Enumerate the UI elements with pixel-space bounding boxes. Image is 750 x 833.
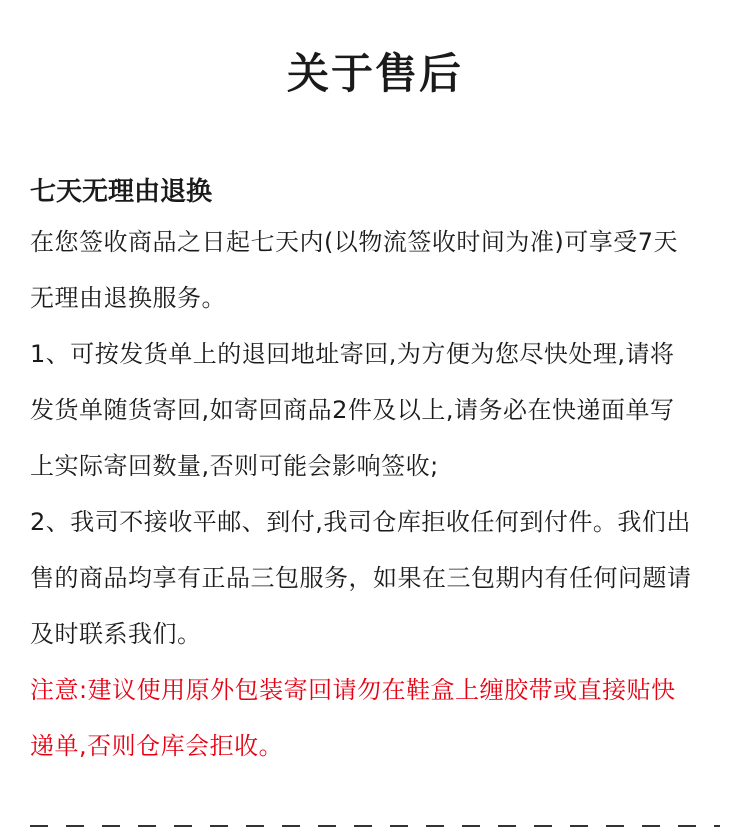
page-title: 关于售后 <box>286 49 463 98</box>
text-line: 售的商品均享有正品三包服务，如果在三包期内有任何问题请 <box>30 564 692 592</box>
after-sales-content <box>30 170 730 774</box>
text-line: 上实际寄回数量,否则可能会影响签收; <box>30 452 439 480</box>
notice-line: 注意:建议使用原外包装寄回请勿在鞋盒上缠胶带或直接贴快 <box>30 676 676 704</box>
intro-paragraph <box>30 214 730 326</box>
text-line: 1、可按发货单上的退回地址寄回,为方便为您尽快处理,请将 <box>30 340 675 368</box>
text-line: 及时联系我们。 <box>30 620 202 648</box>
text-line: 发货单随货寄回,如寄回商品2件及以上,请务必在快递面单写 <box>30 396 675 424</box>
rule-1-paragraph <box>30 326 730 494</box>
dashed-divider <box>30 825 720 827</box>
notice-line: 递单,否则仓库会拒收。 <box>30 732 284 760</box>
section-title: 七天无理由退换 <box>30 177 213 207</box>
notice-paragraph <box>30 662 730 774</box>
rule-2-paragraph <box>30 494 730 662</box>
text-line: 2、我司不接收平邮、到付,我司仓库拒收任何到付件。我们出 <box>30 508 691 536</box>
text-line: 无理由退换服务。 <box>30 284 226 312</box>
text-line: 在您签收商品之日起七天内(以物流签收时间为准)可享受7天 <box>30 228 678 256</box>
